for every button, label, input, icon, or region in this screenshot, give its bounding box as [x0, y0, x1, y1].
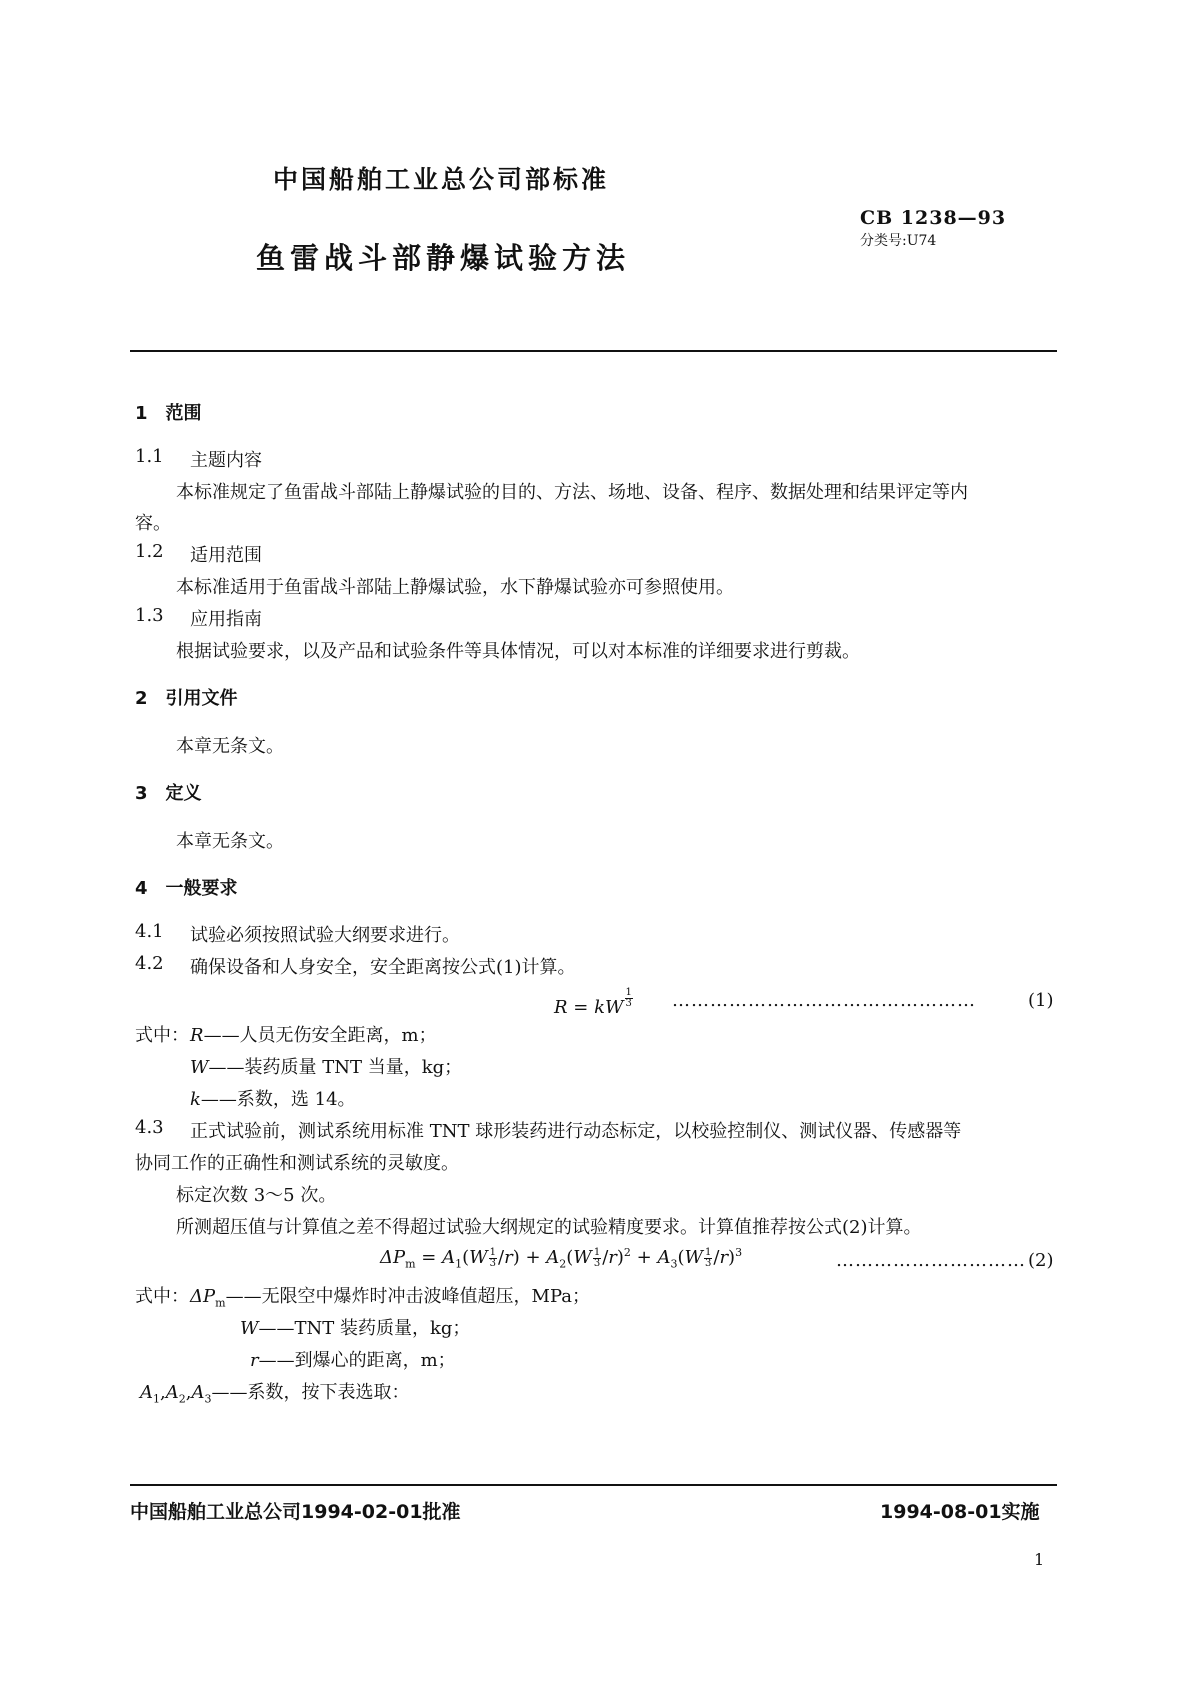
variable-W-symbol: W — [190, 1057, 209, 1078]
where-label-1: 式中： — [135, 1025, 189, 1046]
variable-r — [250, 1346, 456, 1372]
equation-2: $\Delta P_m = A_1(W$ $\frac{1}{3}$ $/r) + A_2(W$ $\frac{1}{3}$ $/r)^2 + A_3(W$ $\frac{1}{3}$ /r)$^3$ — [380, 1246, 743, 1271]
variable-deltaPm-description: ——无限空中爆炸时冲击波峰值超压，MPa； — [225, 1286, 591, 1307]
variable-k-symbol: k — [190, 1089, 201, 1110]
document-title: 鱼雷战斗部静爆试验方法 — [256, 241, 631, 275]
section-1-1-text-cont: 容。 — [135, 513, 171, 534]
variable-A-coefficients: $A_1,A_2,A_3——$系数，按下表选取： — [140, 1382, 410, 1406]
variable-deltaPm: $\Delta P_m——$无限空中爆炸时冲击波峰值超压，MPa； — [190, 1286, 591, 1310]
page-number: 1 — [1034, 1550, 1045, 1569]
section-3-title: 3 定义 — [135, 783, 202, 804]
section-4-3-number: 4.3 — [135, 1117, 164, 1138]
equation-1-number: (1) — [1028, 990, 1054, 1011]
section-1-1-text: 本标准规定了鱼雷战斗部陆上静爆试验的目的、方法、场地、设备、程序、数据处理和结果评定等内 — [176, 482, 968, 503]
section-1-title: 1 范围 — [135, 403, 202, 424]
section-2-title: 2 引用文件 — [135, 688, 238, 709]
effective-date: 1994-08-01实施 — [880, 1501, 1040, 1523]
variable-r-symbol: r — [250, 1350, 259, 1371]
equation-2-leader-dots: ………………………… — [836, 1250, 1026, 1271]
section-4-2-text: 确保设备和人身安全，安全距离按公式(1)计算。 — [190, 957, 576, 978]
variable-W2-description: ——TNT 装药质量，kg； — [258, 1318, 471, 1339]
section-1-2-number: 1.2 — [135, 541, 164, 562]
exponent-one-third: $\frac{1}{3}$ — [625, 987, 632, 1009]
org-standard-heading: 中国船舶工业总公司部标准 — [273, 165, 610, 194]
section-4-3-text-cont: 协同工作的正确性和测试系统的灵敏度。 — [135, 1153, 459, 1174]
section-4-1-text: 试验必须按照试验大纲要求进行。 — [190, 925, 460, 946]
section-1-3-text: 根据试验要求，以及产品和试验条件等具体情况，可以对本标准的详细要求进行剪裁。 — [176, 641, 860, 662]
variable-k — [190, 1085, 356, 1111]
standard-code: CB 1238—93 — [860, 207, 1007, 229]
section-1-2-text: 本标准适用于鱼雷战斗部陆上静爆试验，水下静爆试验亦可参照使用。 — [176, 577, 734, 598]
where-label-2: 式中： — [135, 1286, 189, 1307]
section-4-2-number: 4.2 — [135, 953, 164, 974]
section-1-1-title: 主题内容 — [190, 450, 262, 471]
variable-W — [190, 1053, 462, 1079]
variable-R-description: ——人员无伤安全距离，m； — [203, 1025, 437, 1046]
calibration-count-text: 标定次数 3～5 次。 — [176, 1185, 337, 1206]
section-4-3-text: 正式试验前，测试系统用标准 TNT 球形装药进行动态标定，以校验控制仪、测试仪器、传感器等 — [190, 1121, 962, 1142]
section-1-3-title: 应用指南 — [190, 609, 262, 630]
section-2-text: 本章无条文。 — [176, 736, 284, 757]
overpressure-requirement-text: 所测超压值与计算值之差不得超过试验大纲规定的试验精度要求。计算值推荐按公式(2)计算。 — [176, 1217, 922, 1238]
header-divider — [130, 350, 1057, 352]
variable-W2-symbol: W — [240, 1318, 259, 1339]
equation-1-leader-dots: ………………………………………… — [672, 990, 976, 1011]
equation-1 — [554, 988, 634, 1018]
approval-statement: 中国船舶工业总公司1994-02-01批准 — [130, 1501, 461, 1523]
section-1-2-title: 适用范围 — [190, 545, 262, 566]
equation-2-number: (2) — [1028, 1250, 1054, 1271]
variable-r-description: ——到爆心的距离，m； — [258, 1350, 456, 1371]
variable-A-description: ——系数，按下表选取： — [211, 1382, 410, 1403]
variable-W-description: ——装药质量 TNT 当量，kg； — [208, 1057, 463, 1078]
variable-W2 — [240, 1314, 470, 1340]
section-1-1-number: 1.1 — [135, 446, 164, 467]
section-4-title: 4 一般要求 — [135, 878, 238, 899]
variable-k-description: ——系数，选 14。 — [200, 1089, 356, 1110]
section-1-3-number: 1.3 — [135, 605, 164, 626]
variable-R-symbol: R — [190, 1025, 204, 1046]
section-3-text: 本章无条文。 — [176, 831, 284, 852]
variable-R — [190, 1021, 437, 1047]
classification-number: 分类号:U74 — [860, 233, 937, 249]
footer-divider — [130, 1484, 1057, 1486]
equation-1-expression: R = kW — [554, 997, 624, 1018]
section-4-1-number: 4.1 — [135, 921, 164, 942]
